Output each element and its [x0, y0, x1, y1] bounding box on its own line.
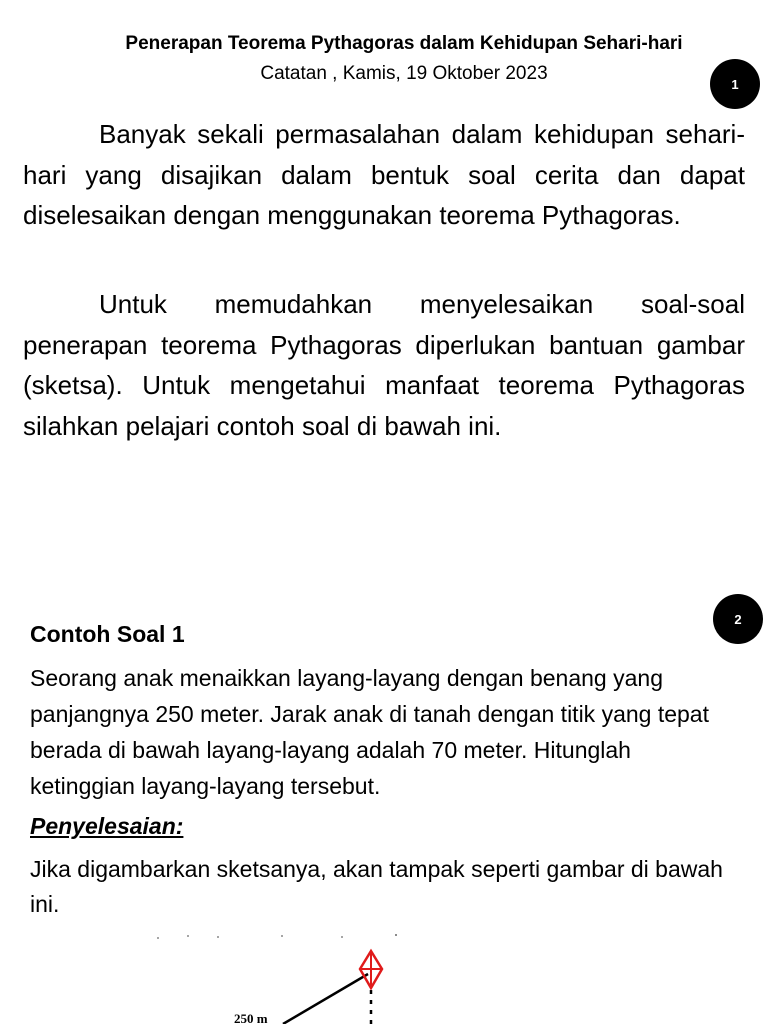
solution-text: Jika digambarkan sketsanya, akan tampak seperti gambar di bawah ini.: [30, 856, 723, 917]
intro-paragraph-2: [23, 284, 745, 446]
intro-paragraph-1: [23, 114, 745, 236]
solution-label: Penyelesaian:: [30, 813, 184, 839]
example-title: Contoh Soal 1: [30, 621, 185, 647]
slide-number-badge: 1: [710, 59, 760, 109]
kite-sketch: [150, 930, 450, 1024]
slide-number-badge: 2: [713, 594, 763, 644]
page-subtitle: Catatan , Kamis, 19 Oktober 2023: [260, 63, 548, 84]
intro-paragraph-1-text: Banyak sekali permasalahan dalam kehidupan sehari-hari yang disajikan dalam bentuk soal cerita dan dapat diselesaikan dengan menggunakan teorema Pythagoras.: [23, 119, 745, 230]
intro-paragraph-2-text: Untuk memudahkan menyelesaikan soal-soal penerapan teorema Pythagoras diperlukan bantuan gambar (sketsa). Untuk mengetahui manfaat teorema Pythagoras silahkan pelajari contoh soal di bawah ini.: [23, 289, 745, 441]
scan-marks: [157, 934, 397, 939]
kite-string: [283, 974, 368, 1024]
page-title: Penerapan Teorema Pythagoras dalam Kehidupan Sehari-hari: [125, 33, 683, 54]
example-problem: Seorang anak menaikkan layang-layang dengan benang yang panjangnya 250 meter. Jarak anak di tanah dengan titik yang tepat berada di bawah layang-layang adalah 70 meter. Hitunglah ketinggian layang-layang tersebut.: [30, 665, 709, 799]
string-length-label: 250 m: [234, 1011, 268, 1024]
